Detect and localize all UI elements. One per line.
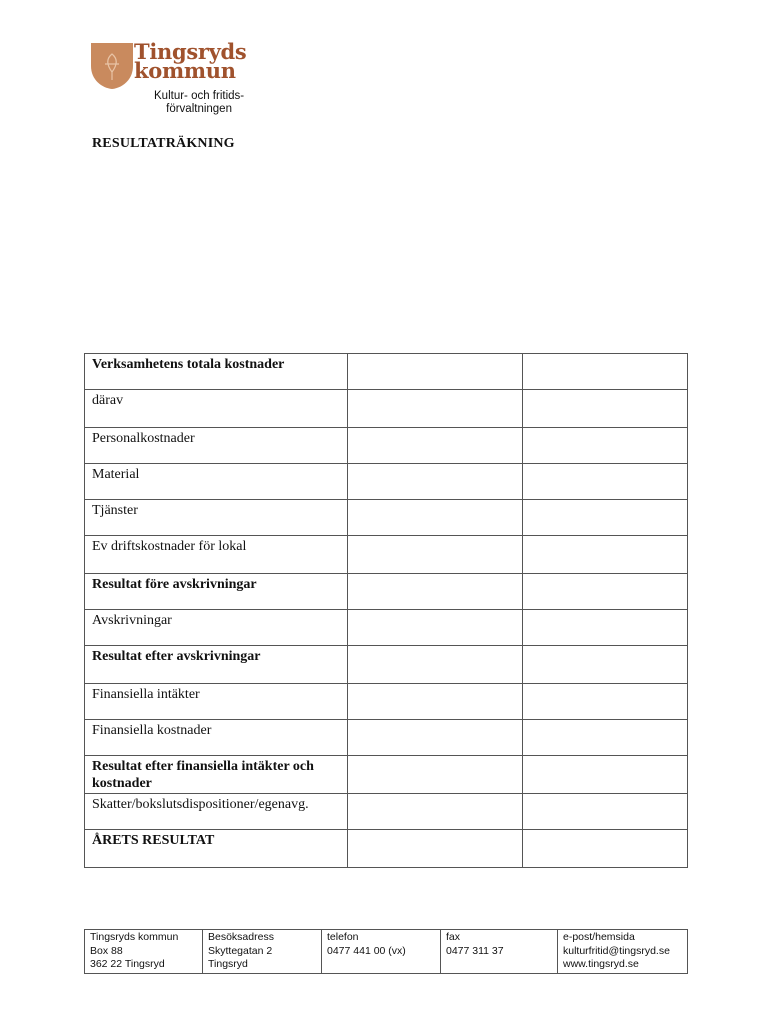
table-row — [85, 830, 688, 868]
department-name — [154, 90, 244, 116]
page-title: RESULTATRÄKNING — [92, 136, 235, 151]
value-cell-2[interactable] — [523, 756, 688, 794]
footer-column — [441, 930, 558, 974]
department-line2: förvaltningen — [166, 103, 232, 115]
table-row — [85, 464, 688, 500]
value-cell-1[interactable] — [348, 684, 523, 720]
table-row — [85, 646, 688, 684]
row-label: ÅRETS RESULTAT — [85, 830, 348, 868]
value-cell-2[interactable] — [523, 610, 688, 646]
value-cell-2[interactable] — [523, 464, 688, 500]
footer-line: Besöksadress — [208, 931, 274, 943]
value-cell-1[interactable] — [348, 830, 523, 868]
row-label: Ev driftskostnader för lokal — [85, 536, 348, 574]
footer-line: Skyttegatan 2 — [208, 944, 273, 957]
shield-icon — [90, 42, 134, 90]
income-statement-table — [84, 353, 688, 868]
value-cell-1[interactable] — [348, 428, 523, 464]
footer-line: 362 22 Tingsryd — [90, 958, 165, 970]
value-cell-2[interactable] — [523, 390, 688, 428]
row-label: Material — [85, 464, 348, 500]
value-cell-1[interactable] — [348, 390, 523, 428]
value-cell-2[interactable] — [523, 500, 688, 536]
footer-contact-table — [84, 929, 688, 974]
footer-line — [327, 958, 435, 972]
footer-line: Tingsryd — [208, 958, 248, 970]
footer-line: kulturfritid@tingsryd.se — [563, 944, 670, 957]
row-label: Avskrivningar — [85, 610, 348, 646]
value-cell-2[interactable] — [523, 830, 688, 868]
table-row — [85, 720, 688, 756]
row-label: Resultat efter finansiella intäkter och kostnader — [85, 756, 348, 794]
row-label: Finansiella kostnader — [85, 720, 348, 756]
department-line1: Kultur- och fritids- — [154, 90, 245, 102]
value-cell-1[interactable] — [348, 574, 523, 610]
footer-line: e-post/hemsida — [563, 931, 635, 943]
table-row — [85, 574, 688, 610]
table-row — [85, 428, 688, 464]
table-row — [85, 536, 688, 574]
value-cell-2[interactable] — [523, 646, 688, 684]
table-row — [85, 500, 688, 536]
value-cell-1[interactable] — [348, 354, 523, 390]
table-row — [85, 684, 688, 720]
value-cell-2[interactable] — [523, 574, 688, 610]
footer-line: 0477 441 00 (vx) — [327, 944, 406, 957]
value-cell-1[interactable] — [348, 720, 523, 756]
footer-column — [558, 930, 688, 974]
shield-shape — [91, 43, 133, 89]
footer-column — [203, 930, 322, 974]
logo-wordmark — [134, 39, 247, 83]
value-cell-1[interactable] — [348, 794, 523, 830]
value-cell-1[interactable] — [348, 500, 523, 536]
row-label: Resultat före avskrivningar — [85, 574, 348, 610]
value-cell-1[interactable] — [348, 464, 523, 500]
row-label: Skatter/bokslutsdispositioner/egenavg. — [85, 794, 348, 830]
value-cell-1[interactable] — [348, 610, 523, 646]
footer-row — [85, 930, 688, 974]
footer-column — [322, 930, 441, 974]
value-cell-2[interactable] — [523, 354, 688, 390]
logo-name-line2: kommun — [134, 58, 236, 83]
row-label: Personalkostnader — [85, 428, 348, 464]
table-row — [85, 354, 688, 390]
row-label: Tjänster — [85, 500, 348, 536]
footer-line: Box 88 — [90, 944, 123, 957]
value-cell-1[interactable] — [348, 756, 523, 794]
table-row — [85, 794, 688, 830]
footer-line: 0477 311 37 — [446, 944, 504, 957]
footer-line: fax — [446, 931, 461, 943]
row-label: Verksamhetens totala kostnader — [85, 354, 348, 390]
table-row — [85, 756, 688, 794]
footer-line: www.tingsryd.se — [563, 958, 639, 970]
footer-line — [446, 958, 552, 972]
logo-name-line1: Tingsryds — [134, 39, 247, 64]
municipality-logo — [90, 39, 280, 122]
row-label: Resultat efter avskrivningar — [85, 646, 348, 684]
footer-column — [85, 930, 203, 974]
row-label: därav — [85, 390, 348, 428]
row-label: Finansiella intäkter — [85, 684, 348, 720]
footer-line: Tingsryds kommun — [90, 931, 179, 943]
value-cell-1[interactable] — [348, 536, 523, 574]
table-row — [85, 610, 688, 646]
value-cell-2[interactable] — [523, 720, 688, 756]
value-cell-2[interactable] — [523, 536, 688, 574]
table-row — [85, 390, 688, 428]
value-cell-1[interactable] — [348, 646, 523, 684]
value-cell-2[interactable] — [523, 428, 688, 464]
value-cell-2[interactable] — [523, 684, 688, 720]
footer-line: telefon — [327, 931, 359, 943]
value-cell-2[interactable] — [523, 794, 688, 830]
